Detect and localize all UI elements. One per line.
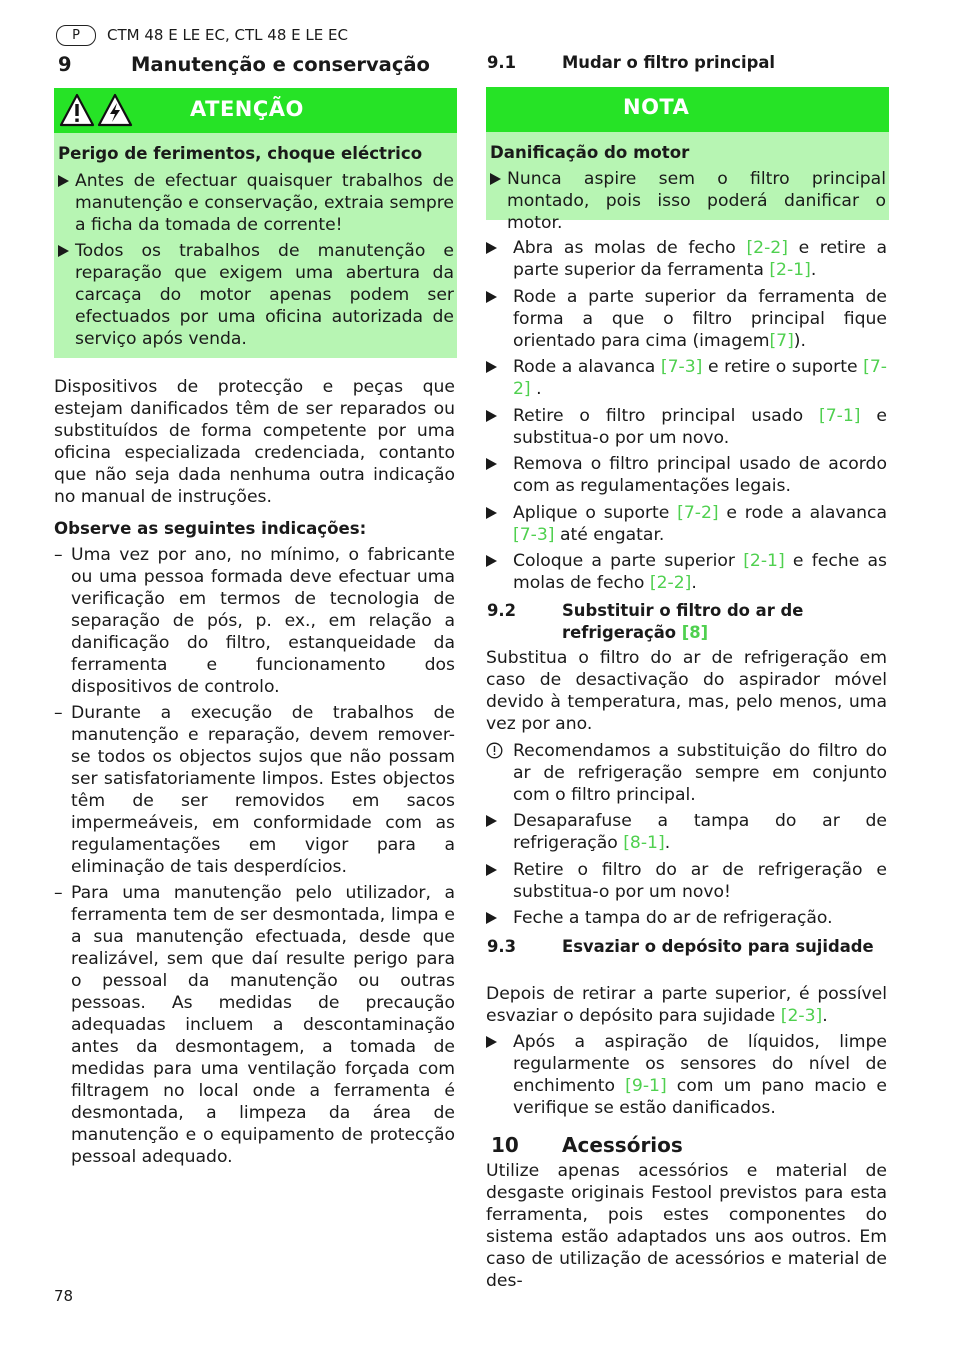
- section-9-1-title: Mudar o filtro principal: [562, 53, 776, 72]
- figure-ref[interactable]: [9-1]: [625, 1076, 667, 1096]
- section-10-title: Acessórios: [562, 1133, 683, 1157]
- warning-banner-label: ATENÇÃO: [190, 97, 304, 121]
- section-9-number: 9: [58, 53, 72, 76]
- note-banner-label: NOTA: [623, 95, 690, 119]
- bullet-arrow-icon: [486, 361, 497, 373]
- section-9-title: Manutenção e conservação: [131, 53, 430, 76]
- bullet-arrow-icon: [58, 175, 69, 187]
- bullet-arrow-icon: [486, 912, 497, 924]
- note-banner: [486, 87, 889, 132]
- step-text: Abra as molas de fecho [2-2] e retire a parte superior da ferramenta [2-1].: [513, 238, 888, 280]
- info-item-text: Recomendamos a substituição do filtro do ar de refrigeração sempre em conjunto com o filtro principal.: [513, 741, 887, 805]
- info-icon: [486, 742, 503, 759]
- intro-paragraph: Dispositivos de protecção e peças que estejam danificados têm de ser reparados ou substituídos de forma competente por uma oficina especializada credenciada, contanto que não seja dada nenhuma outra indicação no manual de instruções.: [54, 377, 455, 507]
- step-text: Coloque a parte superior [2-1] e feche as molas de fecho [2-2].: [513, 551, 887, 593]
- dash-item-text: Uma vez por ano, no mínimo, o fabricante ou uma pessoa formada deve efectuar uma verificação em termos de tecnologia de separação de pós, p. ex., em relação a danificação do filtro, estanqueidade da ferramenta e funcionamento dos dispositivos de controlo.: [71, 545, 455, 697]
- language-badge: P: [56, 25, 96, 46]
- bullet-arrow-icon: [486, 242, 497, 254]
- warning-item-text: Todos os trabalhos de manutenção e reparação que exigem uma abertura da carcaça do motor apenas podem ser efectuados por uma oficina autorizada de serviço após venda.: [75, 241, 454, 349]
- warning-icon: [59, 92, 95, 128]
- dash-marker: –: [54, 883, 63, 903]
- section-9-2-number: 9.2: [487, 601, 517, 620]
- bullet-arrow-icon: [486, 410, 497, 422]
- section-9-1-number: 9.1: [487, 53, 517, 72]
- section-9-2-title: [562, 600, 892, 644]
- page-number: 78: [54, 1287, 74, 1305]
- warning-heading: Perigo de ferimentos, choque eléctrico: [58, 144, 423, 163]
- bullet-arrow-icon: [486, 291, 497, 303]
- note-heading: Danificação do motor: [490, 143, 690, 162]
- figure-ref[interactable]: [7-2]: [677, 503, 719, 523]
- figure-ref[interactable]: [8-1]: [623, 833, 665, 853]
- step-text: Aplique o suporte [7-2] e rode a alavanca [7-3] até engatar.: [513, 503, 887, 545]
- figure-ref[interactable]: [2-2]: [746, 238, 788, 258]
- bullet-arrow-icon: [490, 173, 501, 185]
- figure-ref[interactable]: [2-1]: [769, 260, 811, 280]
- bullet-arrow-icon: [486, 815, 497, 827]
- step-text: Rode a parte superior da ferramenta de forma a que o filtro principal fique orientado para cima (imagem[7]).: [513, 287, 887, 351]
- step-text: Rode a alavanca [7-3] e retire o suporte [7-2] .: [513, 357, 887, 399]
- section-9-3-title: Esvaziar o depósito para sujidade: [562, 937, 874, 956]
- dash-item-text: Para uma manutenção pelo utilizador, a ferramenta tem de ser desmontada, limpa e a sua manutenção efectuada, desde que realizável, sem que daí resulte perigo para o pessoal da manutenção ou outras pessoas. As medidas de precaução adequadas incluem a descontaminação antes da desmontagem, a tomada de medidas para uma ventilação forçada com filtragem no local onde a ferramenta é desmontada, a limpeza da área de manutenção e o equipamento de protecção pessoal adequado.: [71, 883, 455, 1167]
- note-item-text: Nunca aspire sem o filtro principal montado, pois isso poderá danificar o motor.: [507, 169, 886, 233]
- figure-ref[interactable]: [7-3]: [660, 357, 703, 377]
- electric-shock-icon: [97, 92, 133, 128]
- bullet-arrow-icon: [486, 507, 497, 519]
- bullet-arrow-icon: [486, 458, 497, 470]
- dash-marker: –: [54, 545, 63, 565]
- step-text: Retire o filtro do ar de refrigeração e substitua-o por um novo!: [513, 860, 887, 902]
- warning-item-text: Antes de efectuar quaisquer trabalhos de manutenção e conservação, extraia sempre a ficha da tomada de corrente!: [75, 171, 454, 235]
- dash-item-text: Durante a execução de trabalhos de manutenção e reparação, devem remover-se todos os objectos sujos que não possam ser satisfatoriamente limpos. Estes objectos têm de ser removidos em sacos impermeáveis, em conformidade com as regulamentações em vigor para a eliminação de tais desperdícios.: [71, 703, 455, 877]
- section-9-3-number: 9.3: [487, 937, 517, 956]
- figure-ref[interactable]: [2-3]: [780, 1006, 823, 1026]
- bullet-arrow-icon: [486, 1036, 497, 1048]
- figure-ref[interactable]: [8]: [681, 623, 709, 642]
- figure-ref[interactable]: [7-3]: [513, 525, 555, 545]
- figure-ref[interactable]: [7-1]: [819, 406, 861, 426]
- figure-ref[interactable]: [7]: [769, 331, 794, 351]
- observe-heading: Observe as seguintes indicações:: [54, 519, 367, 538]
- model-title: CTM 48 E LE EC, CTL 48 E LE EC: [107, 26, 348, 44]
- figure-ref[interactable]: [2-1]: [743, 551, 785, 571]
- step-text: Feche a tampa do ar de refrigeração.: [513, 908, 833, 928]
- bullet-arrow-icon: [486, 864, 497, 876]
- step-text: Remova o filtro principal usado de acordo com as regulamentações legais.: [513, 454, 887, 496]
- section-9-3-paragraph: Depois de retirar a parte superior, é possível esvaziar o depósito para sujidade [2-3].: [486, 984, 887, 1026]
- figure-ref[interactable]: [7-2]: [513, 357, 887, 399]
- bullet-arrow-icon: [486, 555, 497, 567]
- step-text: Retire o filtro principal usado [7-1] e substitua-o por um novo.: [513, 406, 887, 448]
- step-text: Desaparafuse a tampa do ar de refrigeração [8-1].: [513, 811, 887, 853]
- figure-ref[interactable]: [2-2]: [649, 573, 692, 593]
- section-9-2-title-text: Substituir o filtro do ar de refrigeração: [562, 601, 804, 642]
- warning-banner: [54, 88, 457, 133]
- section-10-number: 10: [491, 1133, 519, 1157]
- dash-marker: –: [54, 703, 63, 723]
- section-9-2-paragraph: Substitua o filtro do ar de refrigeração em caso de desactivação do aspirador móvel devido à temperatura, mas, pelo menos, uma vez por ano.: [486, 648, 887, 734]
- section-10-paragraph: Utilize apenas acessórios e material de desgaste originais Festool previstos para esta ferramenta, pois estes componentes do sistema estão adaptados uns aos outros. Em caso de utilização de acessórios e material de des-: [486, 1161, 887, 1291]
- step-text: Após a aspiração de líquidos, limpe regularmente os sensores do nível de enchimento [9-1] com um pano macio e verifique se estão danificados.: [513, 1032, 888, 1118]
- bullet-arrow-icon: [58, 245, 69, 257]
